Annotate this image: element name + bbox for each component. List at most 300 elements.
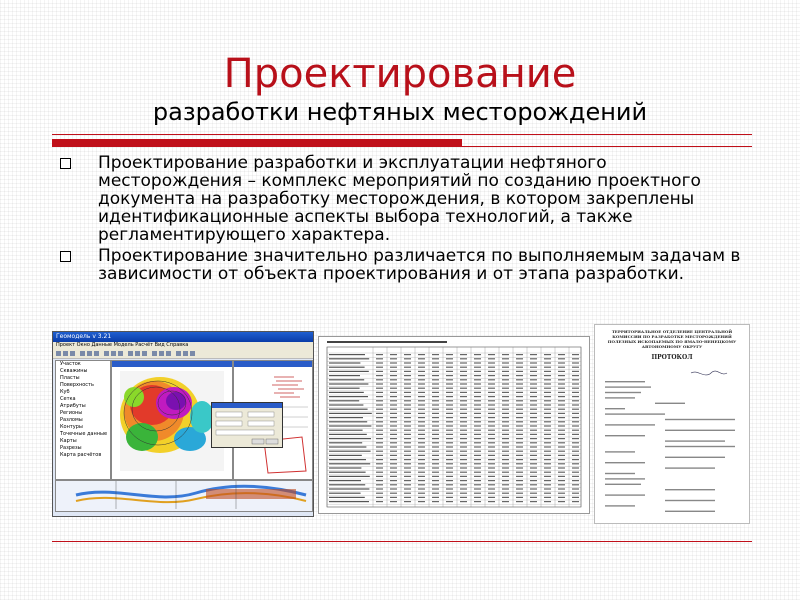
- sheet-cell-value: [404, 409, 411, 410]
- sheet-cell-value: [404, 392, 411, 393]
- sheet-cell-value: [432, 396, 439, 397]
- sheet-cell-value: [516, 455, 523, 456]
- sheet-cell-value: [446, 497, 453, 498]
- sheet-cell-value: [488, 451, 495, 452]
- sheet-cell-value: [460, 501, 467, 502]
- sheet-cell-value: [418, 476, 425, 477]
- sheet-cell-value: [530, 362, 537, 363]
- sheet-cell-value: [544, 375, 551, 376]
- sheet-cell-value: [390, 383, 397, 384]
- sheet-cell-value: [558, 371, 565, 372]
- sheet-cell-value: [432, 484, 439, 485]
- sheet-cell-value: [516, 493, 523, 494]
- sheet-cell-text: [329, 367, 365, 368]
- sheet-cell-value: [572, 379, 579, 380]
- sheet-cell-value: [558, 442, 565, 443]
- sheet-cell-value: [446, 430, 453, 431]
- sheet-cell-value: [502, 501, 509, 502]
- sheet-cell-value: [446, 358, 453, 359]
- sheet-cell-value: [530, 430, 537, 431]
- sheet-cell-value: [474, 421, 481, 422]
- sheet-cell-value: [418, 463, 425, 464]
- sheet-cell-value: [488, 476, 495, 477]
- sheet-cell-text: [329, 388, 360, 389]
- sheet-cell-value: [474, 417, 481, 418]
- sheet-cell-value: [544, 488, 551, 489]
- bullet-square-icon: [60, 158, 71, 169]
- sheet-cell-value: [544, 472, 551, 473]
- bullet-text-1: Проектирование разработки и эксплуатации нефтяного месторождения – комплекс мероприятий по созданию проектного документа на разработку месторождения, в котором закреплены идентификационные аспекты выбора технологий, а также регламентирующего характера.: [98, 153, 701, 245]
- sheet-cell-value: [460, 476, 467, 477]
- sheet-cell-value: [558, 421, 565, 422]
- doc-text-line: [605, 484, 641, 485]
- sheet-cell-value: [544, 417, 551, 418]
- sheet-cell-value: [502, 421, 509, 422]
- sheet-cell-value: [572, 388, 579, 389]
- sheet-cell-value: [488, 438, 495, 439]
- sheet-cell-value: [390, 375, 397, 376]
- sheet-cell-text: [329, 463, 370, 464]
- sheet-cell-text: [329, 371, 369, 372]
- sheet-cell-text: [329, 354, 365, 355]
- tree-item: Участок: [60, 361, 81, 367]
- sheet-cell-value: [544, 430, 551, 431]
- sheet-cell-value: [474, 375, 481, 376]
- sheet-cell-value: [418, 425, 425, 426]
- sheet-cell-value: [558, 383, 565, 384]
- sheet-cell-value: [390, 467, 397, 468]
- sheet-cell-value: [572, 488, 579, 489]
- sheet-cell-value: [488, 488, 495, 489]
- sheet-cell-value: [516, 501, 523, 502]
- sheet-cell-value: [390, 425, 397, 426]
- sheet-cell-value: [432, 467, 439, 468]
- sheet-cell-text: [329, 392, 364, 393]
- sheet-cell-value: [516, 446, 523, 447]
- sheet-cell-value: [474, 367, 481, 368]
- sheet-cell-value: [558, 409, 565, 410]
- tree-item: Точечные данные: [60, 431, 108, 437]
- sheet-cell-value: [530, 476, 537, 477]
- sheet-cell-value: [390, 442, 397, 443]
- sheet-cell-value: [516, 421, 523, 422]
- spreadsheet-grid: [319, 337, 589, 513]
- sheet-cell-value: [544, 493, 551, 494]
- sheet-cell-text: [329, 421, 367, 422]
- sheet-cell-value: [530, 501, 537, 502]
- sheet-cell-value: [558, 501, 565, 502]
- sheet-cell-value: [474, 404, 481, 405]
- sheet-cell-value: [474, 497, 481, 498]
- sheet-cell-value: [418, 446, 425, 447]
- sheet-cell-value: [460, 354, 467, 355]
- sheet-cell-value: [460, 438, 467, 439]
- sheet-cell-value: [558, 430, 565, 431]
- sheet-cell-value: [474, 413, 481, 414]
- sheet-cell-value: [530, 392, 537, 393]
- sheet-cell-value: [390, 404, 397, 405]
- sheet-cell-value: [502, 358, 509, 359]
- sheet-cell-value: [502, 425, 509, 426]
- sheet-cell-value: [404, 472, 411, 473]
- sheet-cell-value: [376, 497, 383, 498]
- sheet-cell-value: [488, 396, 495, 397]
- sheet-cell-value: [376, 442, 383, 443]
- sheet-cell-value: [502, 438, 509, 439]
- sheet-cell-value: [418, 417, 425, 418]
- sheet-cell-value: [488, 404, 495, 405]
- sheet-cell-value: [390, 371, 397, 372]
- sheet-cell-value: [460, 467, 467, 468]
- sheet-cell-value: [460, 404, 467, 405]
- sheet-cell-value: [516, 467, 523, 468]
- sheet-cell-value: [530, 438, 537, 439]
- sheet-cell-value: [502, 371, 509, 372]
- sheet-cell-value: [530, 388, 537, 389]
- sheet-cell-value: [530, 434, 537, 435]
- sheet-cell-value: [572, 425, 579, 426]
- sheet-cell-value: [376, 413, 383, 414]
- sheet-cell-value: [544, 383, 551, 384]
- sheet-cell-value: [488, 371, 495, 372]
- doc-text-line: [605, 424, 655, 425]
- sheet-cell-value: [502, 459, 509, 460]
- sheet-cell-value: [432, 434, 439, 435]
- doc-text-line: [605, 494, 645, 495]
- sheet-cell-text: [329, 362, 360, 363]
- sheet-cell-value: [544, 421, 551, 422]
- sheet-cell-value: [390, 459, 397, 460]
- sheet-cell-value: [530, 404, 537, 405]
- sheet-cell-value: [516, 434, 523, 435]
- sheet-cell-value: [404, 396, 411, 397]
- sheet-cell-value: [418, 451, 425, 452]
- sheet-cell-value: [432, 404, 439, 405]
- sheet-cell-value: [516, 442, 523, 443]
- sheet-cell-text: [329, 476, 370, 477]
- sheet-cell-value: [460, 451, 467, 452]
- doc-text-line: [665, 511, 715, 512]
- sheet-cell-text: [329, 375, 360, 376]
- sheet-cell-value: [530, 425, 537, 426]
- sheet-cell-value: [488, 388, 495, 389]
- sheet-cell-value: [488, 425, 495, 426]
- sheet-cell-value: [572, 400, 579, 401]
- tree-item: Разрезы: [60, 445, 82, 451]
- sheet-cell-value: [474, 463, 481, 464]
- doc-text-line: [605, 478, 645, 479]
- sheet-cell-text: [329, 493, 361, 494]
- sheet-cell-value: [544, 409, 551, 410]
- sheet-cell-value: [390, 497, 397, 498]
- app-dialog: [211, 402, 283, 448]
- sheet-cell-value: [376, 404, 383, 405]
- sheet-cell-value: [572, 451, 579, 452]
- sheet-cell-value: [474, 455, 481, 456]
- tree-item: Карта расчётов: [60, 452, 102, 458]
- bullet-list: [60, 154, 750, 286]
- sheet-cell-value: [460, 362, 467, 363]
- sheet-cell-value: [530, 463, 537, 464]
- sheet-cell-value: [460, 371, 467, 372]
- sheet-cell-value: [418, 396, 425, 397]
- sheet-cell-value: [460, 484, 467, 485]
- sheet-cell-value: [432, 463, 439, 464]
- sheet-cell-value: [460, 425, 467, 426]
- sheet-cell-value: [572, 392, 579, 393]
- sheet-cell-value: [404, 400, 411, 401]
- sheet-cell-value: [390, 413, 397, 414]
- sheet-cell-value: [432, 388, 439, 389]
- sheet-cell-value: [544, 396, 551, 397]
- sheet-cell-text: [329, 459, 366, 460]
- sheet-cell-value: [474, 438, 481, 439]
- sheet-cell-value: [432, 497, 439, 498]
- sheet-cell-value: [502, 383, 509, 384]
- sheet-cell-value: [488, 455, 495, 456]
- sheet-cell-value: [474, 493, 481, 494]
- sheet-cell-value: [460, 379, 467, 380]
- sheet-cell-value: [460, 400, 467, 401]
- sheet-cell-value: [516, 371, 523, 372]
- sheet-cell-value: [544, 455, 551, 456]
- sheet-cell-value: [404, 484, 411, 485]
- sheet-cell-value: [558, 459, 565, 460]
- sheet-cell-value: [558, 484, 565, 485]
- sheet-cell-value: [530, 484, 537, 485]
- sheet-cell-value: [418, 379, 425, 380]
- sheet-cell-value: [488, 501, 495, 502]
- sheet-cell-text: [329, 455, 362, 456]
- sheet-cell-value: [530, 459, 537, 460]
- sheet-cell-value: [530, 497, 537, 498]
- sheet-cell-value: [404, 463, 411, 464]
- sheet-cell-value: [572, 459, 579, 460]
- sheet-cell-value: [502, 476, 509, 477]
- sheet-cell-value: [558, 362, 565, 363]
- sheet-cell-value: [446, 472, 453, 473]
- sheet-cell-value: [474, 484, 481, 485]
- sheet-cell-value: [390, 392, 397, 393]
- sheet-cell-value: [558, 488, 565, 489]
- sheet-cell-text: [329, 379, 364, 380]
- sheet-cell-value: [446, 375, 453, 376]
- sheet-cell-value: [404, 501, 411, 502]
- doc-text-line: [665, 457, 725, 458]
- sheet-cell-value: [516, 404, 523, 405]
- sheet-cell-value: [390, 484, 397, 485]
- sheet-cell-value: [446, 367, 453, 368]
- sheet-cell-value: [502, 455, 509, 456]
- sheet-cell-value: [516, 367, 523, 368]
- sheet-cell-value: [558, 413, 565, 414]
- sheet-cell-value: [516, 451, 523, 452]
- sheet-cell-text: [329, 480, 361, 481]
- sheet-cell-value: [432, 409, 439, 410]
- sheet-cell-value: [460, 497, 467, 498]
- sheet-cell-value: [558, 451, 565, 452]
- sheet-cell-value: [376, 438, 383, 439]
- bullet-item-1: [60, 154, 750, 244]
- sheet-cell-value: [488, 383, 495, 384]
- sheet-cell-value: [404, 430, 411, 431]
- sheet-cell-value: [488, 442, 495, 443]
- sheet-cell-value: [488, 493, 495, 494]
- sheet-cell-value: [572, 367, 579, 368]
- sheet-cell-value: [572, 430, 579, 431]
- sheet-cell-value: [516, 413, 523, 414]
- sheet-cell-value: [558, 497, 565, 498]
- sheet-cell-value: [460, 442, 467, 443]
- sheet-cell-value: [446, 409, 453, 410]
- sheet-cell-value: [474, 400, 481, 401]
- sheet-cell-value: [390, 354, 397, 355]
- sheet-cell-value: [544, 362, 551, 363]
- sheet-cell-value: [502, 484, 509, 485]
- sheet-cell-value: [572, 358, 579, 359]
- sheet-cell-value: [516, 409, 523, 410]
- sheet-cell-value: [516, 425, 523, 426]
- tree-item: Карты: [60, 438, 77, 444]
- sheet-cell-value: [418, 484, 425, 485]
- sheet-cell-value: [502, 404, 509, 405]
- sheet-cell-value: [488, 354, 495, 355]
- sheet-cell-value: [572, 446, 579, 447]
- sheet-cell-value: [376, 379, 383, 380]
- sheet-cell-value: [460, 409, 467, 410]
- sheet-cell-value: [544, 388, 551, 389]
- sheet-cell-value: [572, 438, 579, 439]
- sheet-cell-value: [572, 463, 579, 464]
- sheet-cell-value: [572, 484, 579, 485]
- sheet-cell-value: [418, 400, 425, 401]
- sheet-cell-value: [530, 379, 537, 380]
- sheet-cell-value: [516, 383, 523, 384]
- sheet-cell-value: [404, 425, 411, 426]
- sheet-cell-value: [460, 480, 467, 481]
- sheet-cell-value: [502, 417, 509, 418]
- sheet-cell-value: [432, 354, 439, 355]
- sheet-cell-value: [390, 463, 397, 464]
- doc-text-line: [605, 462, 645, 463]
- doc-text-line: [605, 505, 635, 506]
- sheet-cell-value: [488, 362, 495, 363]
- dialog-fields: [212, 403, 282, 447]
- sheet-cell-value: [558, 354, 565, 355]
- sheet-cell-value: [530, 480, 537, 481]
- bullet-square-icon: [60, 251, 71, 262]
- sheet-cell-value: [474, 480, 481, 481]
- sheet-cell-value: [418, 493, 425, 494]
- sheet-cell-value: [530, 383, 537, 384]
- sheet-cell-text: [329, 484, 365, 485]
- sheet-cell-value: [516, 388, 523, 389]
- sheet-cell-value: [516, 354, 523, 355]
- sheet-cell-value: [516, 463, 523, 464]
- sheet-cell-value: [404, 497, 411, 498]
- sheet-cell-value: [572, 362, 579, 363]
- sheet-cell-value: [376, 367, 383, 368]
- sheet-cell-value: [404, 480, 411, 481]
- sheet-cell-text: [329, 497, 365, 498]
- sheet-cell-value: [474, 501, 481, 502]
- sheet-cell-value: [446, 446, 453, 447]
- sheet-cell-value: [404, 467, 411, 468]
- tree-item: Пласты: [60, 375, 80, 381]
- sheet-cell-value: [404, 455, 411, 456]
- sheet-cell-value: [432, 379, 439, 380]
- sheet-cell-value: [432, 400, 439, 401]
- sheet-cell-value: [544, 392, 551, 393]
- sheet-cell-value: [474, 451, 481, 452]
- sheet-cell-value: [390, 358, 397, 359]
- sheet-cell-value: [446, 371, 453, 372]
- sheet-cell-value: [544, 425, 551, 426]
- sheet-cell-value: [460, 434, 467, 435]
- sheet-cell-value: [390, 451, 397, 452]
- sheet-cell-value: [572, 375, 579, 376]
- sheet-cell-value: [376, 446, 383, 447]
- sheet-cell-value: [432, 430, 439, 431]
- doc-text-line: [665, 430, 735, 431]
- sheet-cell-value: [474, 425, 481, 426]
- sheet-cell-value: [460, 392, 467, 393]
- title-rule-thin-right: [462, 146, 752, 147]
- sheet-cell-value: [558, 455, 565, 456]
- sheet-cell-value: [432, 493, 439, 494]
- sheet-cell-value: [544, 413, 551, 414]
- sheet-cell-value: [432, 371, 439, 372]
- sheet-cell-value: [404, 417, 411, 418]
- spreadsheet-screenshot: [318, 336, 590, 514]
- sheet-cell-value: [572, 501, 579, 502]
- sheet-cell-text: [329, 413, 372, 414]
- sheet-cell-value: [572, 354, 579, 355]
- sheet-cell-value: [502, 463, 509, 464]
- sheet-cell-value: [432, 480, 439, 481]
- sheet-cell-value: [418, 497, 425, 498]
- sheet-cell-value: [488, 421, 495, 422]
- sheet-cell-value: [376, 493, 383, 494]
- doc-text-line: [605, 381, 645, 382]
- sheet-cell-value: [474, 362, 481, 363]
- sheet-cell-value: [474, 488, 481, 489]
- sheet-cell-value: [404, 362, 411, 363]
- sheet-cell-value: [502, 375, 509, 376]
- sheet-cell-value: [418, 358, 425, 359]
- sheet-cell-value: [418, 362, 425, 363]
- sheet-cell-value: [474, 371, 481, 372]
- sheet-cell-value: [558, 404, 565, 405]
- sheet-cell-value: [474, 383, 481, 384]
- sheet-cell-value: [432, 459, 439, 460]
- sheet-cell-value: [446, 488, 453, 489]
- sheet-cell-value: [558, 379, 565, 380]
- sheet-cell-value: [446, 404, 453, 405]
- doc-text-line: [605, 451, 635, 452]
- sheet-cell-value: [432, 392, 439, 393]
- sheet-cell-value: [460, 472, 467, 473]
- sheet-cell-value: [446, 438, 453, 439]
- sheet-cell-value: [404, 434, 411, 435]
- tree-item: Поверхность: [60, 382, 94, 388]
- sheet-cell-value: [474, 472, 481, 473]
- sheet-cell-value: [376, 358, 383, 359]
- sheet-cell-value: [502, 388, 509, 389]
- sheet-cell-value: [516, 430, 523, 431]
- sheet-cell-value: [390, 434, 397, 435]
- sheet-cell-value: [460, 459, 467, 460]
